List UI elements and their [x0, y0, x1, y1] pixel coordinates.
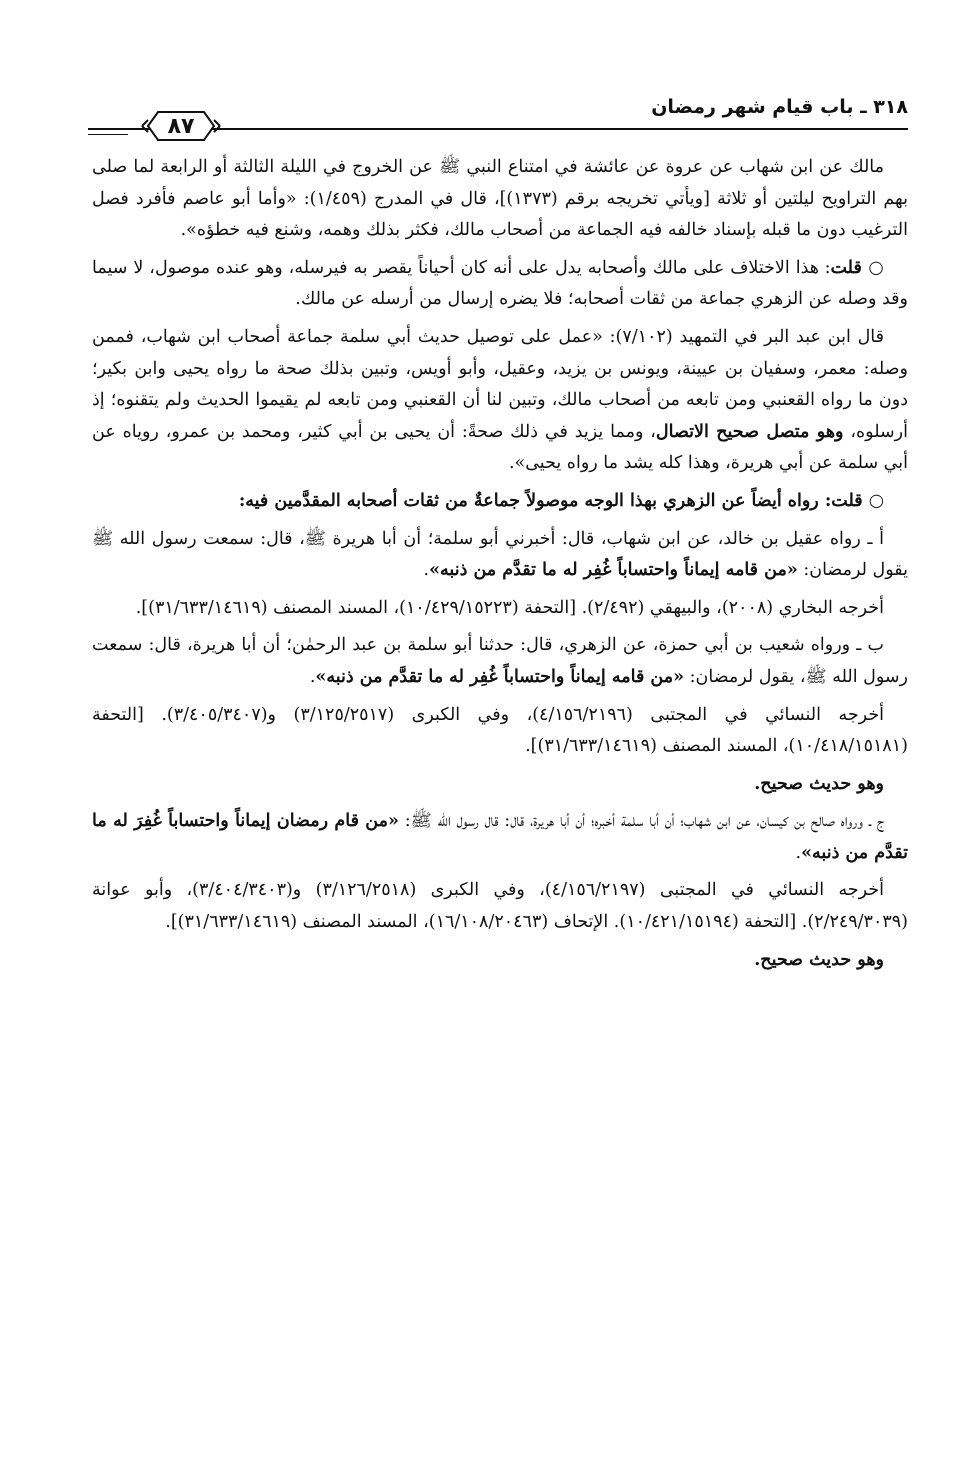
paragraph: [92, 152, 908, 247]
page-body: [92, 152, 908, 982]
paragraph: [92, 806, 908, 869]
page-header: [88, 92, 908, 140]
header-rule-short: [88, 134, 128, 135]
bold-text-run: وهو حديث صحيح.: [754, 949, 884, 970]
paragraph: [92, 524, 908, 587]
paragraph: [92, 322, 908, 480]
paragraph: [92, 700, 908, 763]
page-number-badge: [138, 106, 224, 146]
bold-text-run: وهو متصل صحيح الاتصال: [655, 421, 844, 442]
bold-text-run: «من قامه إيماناً واحتساباً غُفِر له ما تقدَّم من ذنبه»: [315, 666, 685, 687]
text-run: قال ابن عبد البر في التمهيد (٧/١٠٢): «عمل على توصيل حديث أبي سلمة جماعة أصحاب ابن شهاب، فممن وصله: معمر، وسفيان بن عيينة، ويونس بن يزيد، وعقيل، وأبو أويس، وتبين بذلك صحة ما رواه يحيى وابن بكير؛ دون ما رواه القعنبي ومن تابعه من أصحاب مالك، وتبين لنا أن القعنبي ومن تابعه لم يقيموا الحديث ولم يتقنوه؛ إذ أرسلوه،: [92, 326, 908, 442]
paragraph: [92, 875, 908, 938]
paragraph: [92, 769, 908, 801]
paragraph: [92, 945, 908, 977]
text-run: .: [795, 842, 802, 863]
text-run: أخرجه النسائي في المجتبى (٤/١٥٦/٢١٩٧)، وفي الكبرى (٣/١٢٦/٢٥١٨) و(٣/٤٠٤/٣٤٠٣)، وأبو عوانة (٢/٢٤٩/٣٠٣٩). [التحفة (١٠/٤٢١/١٥١٩٤). الإتحاف (١٦/١٠٨/٢٠٤٦٣)، المسند المصنف (٣١/٦٣٣/١٤٦١٩)].: [92, 880, 908, 933]
paragraph: [92, 486, 908, 518]
text-run: مالك عن ابن شهاب عن عروة عن عائشة في امتناع النبي ﷺ عن الخروج في الليلة الثالثة أو الرابعة لما صلى بهم التراويح ليلتين أو ثلاثة [ويأتي تخريجه برقم (١٣٧٣)]، قال في المدرج (١/٤٥٩): «وأما أبو عاصم فأفرد فصل الترغيب دون ما قبله بإسناد خالفه فيه الجماعة من أصحاب مالك، فكثر بذلك وهمه، وشنع فيه خطؤه».: [92, 157, 908, 241]
page-number: ٨٧: [167, 113, 195, 139]
running-head: ٣١٨ ـ باب قيام شهر رمضان: [651, 96, 908, 118]
bold-text-run: ○ قلت: [830, 257, 884, 278]
text-run: أخرجه النسائي في المجتبى (٤/١٥٦/٢١٩٦)، وفي الكبرى (٣/١٢٥/٢٥١٧) و(٣/٤٠٥/٣٤٠٧). [التحفة (١٠/٤١٨/١٥١٨١)، المسند المصنف (٣١/٦٣٣/١٤٦١٩)].: [92, 704, 908, 757]
text-run: ، ومما يزيد في ذلك صحةً: أن يحيى بن أبي كثير، ومحمد بن عمرو، روياه عن أبي سلمة عن أبي هريرة، وهذا كله يشد ما رواه يحيى».: [92, 421, 908, 474]
text-run: : هذا الاختلاف على مالك وأصحابه يدل على أنه كان أحياناً يقصر به فيرسله، وهو عنده موصول، لا سيما وقد وصله عن الزهري جماعة من ثقات أصحابه؛ فلا يضره إرسال من أرسله عن مالك.: [92, 257, 908, 310]
paragraph: [92, 593, 908, 625]
text-run: .: [309, 666, 316, 687]
paragraph: [92, 253, 908, 316]
text-run: .: [423, 560, 430, 581]
bold-text-run: «من قامه إيماناً واحتساباً غُفِر له ما تقدَّم من ذنبه»: [429, 560, 798, 581]
bold-text-run: ○ قلت: رواه أيضاً عن الزهري بهذا الوجه موصولاً جماعةٌ من ثقات أصحابه المقدَّمين فيه:: [238, 490, 884, 511]
bold-text-run: «من قام رمضان إيماناً واحتساباً غُفِرَ له ما تقدَّم من ذنبه»: [92, 811, 908, 863]
text-run: ج ـ ورواه صالح بن كيسان، عن ابن شهاب؛ أن أبا سلمة أخبره؛ أن أبا هريرة، قال: قال رسول الله ﷺ:: [398, 811, 884, 832]
paragraph: [92, 630, 908, 693]
text-run: أ ـ رواه عقيل بن خالد، عن ابن شهاب، قال: أخبرني أبو سلمة؛ أن أبا هريرة ﷺ، قال: سمعت رسول الله ﷺ يقول لرمضان:: [92, 528, 908, 581]
bold-text-run: وهو حديث صحيح.: [754, 773, 884, 794]
text-run: أخرجه البخاري (٢٠٠٨)، والبيهقي (٢/٤٩٢). [التحفة (١٠/٤٢٩/١٥٢٢٣)، المسند المصنف (٣١/٦٣٣/١٤٦١٩)].: [135, 597, 884, 618]
text-run: ب ـ ورواه شعيب بن أبي حمزة، عن الزهري، قال: حدثنا أبو سلمة بن عبد الرحمٰن؛ أن أبا هريرة، قال: سمعت رسول الله ﷺ، يقول لرمضان:: [92, 635, 908, 687]
